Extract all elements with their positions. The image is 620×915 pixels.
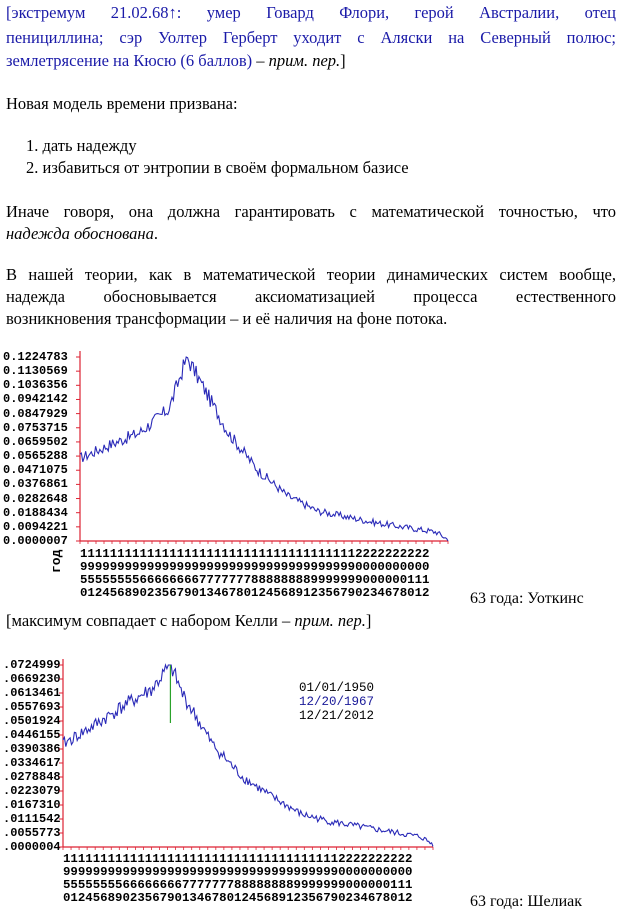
note2	[6, 610, 616, 632]
chart1-ytick: 0.0188434	[3, 505, 68, 520]
chart2-ytick: .0446155	[3, 728, 61, 742]
chart2-legend-end: 12/21/2012	[299, 709, 375, 723]
note2-italic: прим. пер.	[294, 611, 366, 630]
chart1-ytick: 0.0847929	[3, 406, 68, 421]
chart1-xrow-1: 11111111111111111111111111111111111112222222222	[80, 547, 430, 561]
note-text-3: землетрясение на Кюсю (6 баллов)	[6, 51, 253, 70]
note-line-2	[6, 27, 616, 49]
para3-text2: надежда обосновывается аксиоматизацией процесса естественного	[6, 287, 616, 306]
chart2-xrow-2: 99999999999999999999999999999999999990000000000	[63, 865, 413, 879]
para2-line1	[6, 201, 616, 223]
chart2-ytick: .0669230	[3, 672, 61, 686]
chart1-ytick: 0.0753715	[3, 420, 68, 435]
note-line-3	[6, 50, 616, 72]
chart2-ytick: .0724999	[3, 658, 61, 672]
chart2-ytick: .0167310	[3, 798, 61, 812]
list-item-1: 1. дать надежду	[26, 136, 137, 155]
chart2-xrow-3: 55555555666666667777777888888889999999000000111	[63, 878, 413, 892]
para2-line2	[6, 223, 616, 245]
chart1-ylabel: год	[49, 549, 64, 573]
para2-italic: надежда обоснована	[6, 224, 154, 243]
chart2-ytick: .0390386	[3, 742, 61, 756]
chart1-ytick: 0.0000007	[3, 534, 68, 548]
note-line-1	[6, 2, 616, 24]
note-dash: –	[252, 51, 269, 70]
chart2-ytick: .0334617	[3, 756, 61, 770]
note2-open: [максимум совпадает с набором Келли	[6, 611, 278, 630]
chart2-ytick: .0223079	[3, 784, 61, 798]
chart2	[0, 656, 460, 911]
chart1	[0, 345, 460, 605]
chart2-xrow-1: 11111111111111111111111111111111111112222222222	[63, 852, 413, 866]
chart1-ytick: 0.0942142	[3, 392, 68, 407]
chart2-ytick: .0055773	[3, 826, 61, 840]
note2-end: ]	[365, 611, 372, 630]
chart2-series-line	[63, 665, 433, 846]
chart1-ytick: 0.0376861	[3, 477, 68, 492]
chart1-ytick: 0.0659502	[3, 434, 68, 449]
para2-end: .	[153, 224, 158, 243]
chart1-ytick: 0.0565288	[3, 449, 68, 464]
intro-text: Новая модель времени призвана:	[6, 94, 238, 113]
chart2-caption: 63 года: Шелиак	[470, 893, 583, 910]
chart2-xrow-4: 01245689023567901346780124568912356790234678012	[63, 891, 413, 905]
chart1-xrow-4: 01245689023567901346780124568912356790234678012	[80, 586, 430, 600]
chart1-xrow-3: 55555555666666667777777888888889999999000000111	[80, 573, 430, 587]
para3-line3	[6, 308, 616, 330]
chart2-ytick: .0278848	[3, 770, 61, 784]
chart1-series-line	[80, 357, 448, 541]
chart2-ytick: .0111542	[3, 812, 61, 826]
para3-line1	[6, 264, 616, 286]
chart1-ytick: 0.1036356	[3, 378, 68, 393]
para2-text: Иначе говоря, она должна гарантировать с математической точностью, что	[6, 202, 616, 221]
chart2-legend-peak: 12/20/1967	[299, 695, 375, 709]
chart1-ytick: 0.0282648	[3, 491, 68, 506]
chart2-legend-start: 01/01/1950	[299, 681, 375, 695]
note-close: ]	[340, 51, 346, 70]
list-item-2: 2. избавиться от энтропии в своём формальном базисе	[26, 158, 409, 177]
para3-text3: возникновения трансформации – и её наличия на фоне потока.	[6, 309, 448, 328]
chart1-ytick: 0.1224783	[3, 350, 68, 364]
note-text-2: пенициллина; сэр Уолтер Герберт уходит с Аляски на Северный полюс;	[6, 28, 616, 47]
chart2-ytick: .0613461	[3, 686, 61, 700]
chart1-ytick: 0.0094221	[3, 519, 68, 534]
note-translator: прим. пер.	[268, 51, 341, 70]
chart1-ytick: 0.0471075	[3, 463, 68, 478]
chart2-ytick: .0557693	[3, 700, 61, 714]
para3-text1: В нашей теории, как в математической теории динамических систем вообще,	[6, 265, 616, 284]
note-text-1: [экстремум 21.02.68↑: умер Говард Флори, герой Австралии, отец	[6, 3, 616, 22]
chart2-ytick: .0501924	[3, 714, 61, 728]
para3-line2	[6, 286, 616, 308]
chart1-plot	[0, 345, 460, 555]
chart2-plot	[0, 656, 460, 856]
chart1-xrow-2: 99999999999999999999999999999999999990000000000	[80, 560, 430, 574]
chart1-ytick: 0.1130569	[3, 364, 68, 379]
note2-dash: –	[277, 611, 295, 630]
chart1-caption: 63 года: Уоткинс	[470, 590, 584, 607]
chart2-ytick: .0000004	[3, 840, 61, 854]
